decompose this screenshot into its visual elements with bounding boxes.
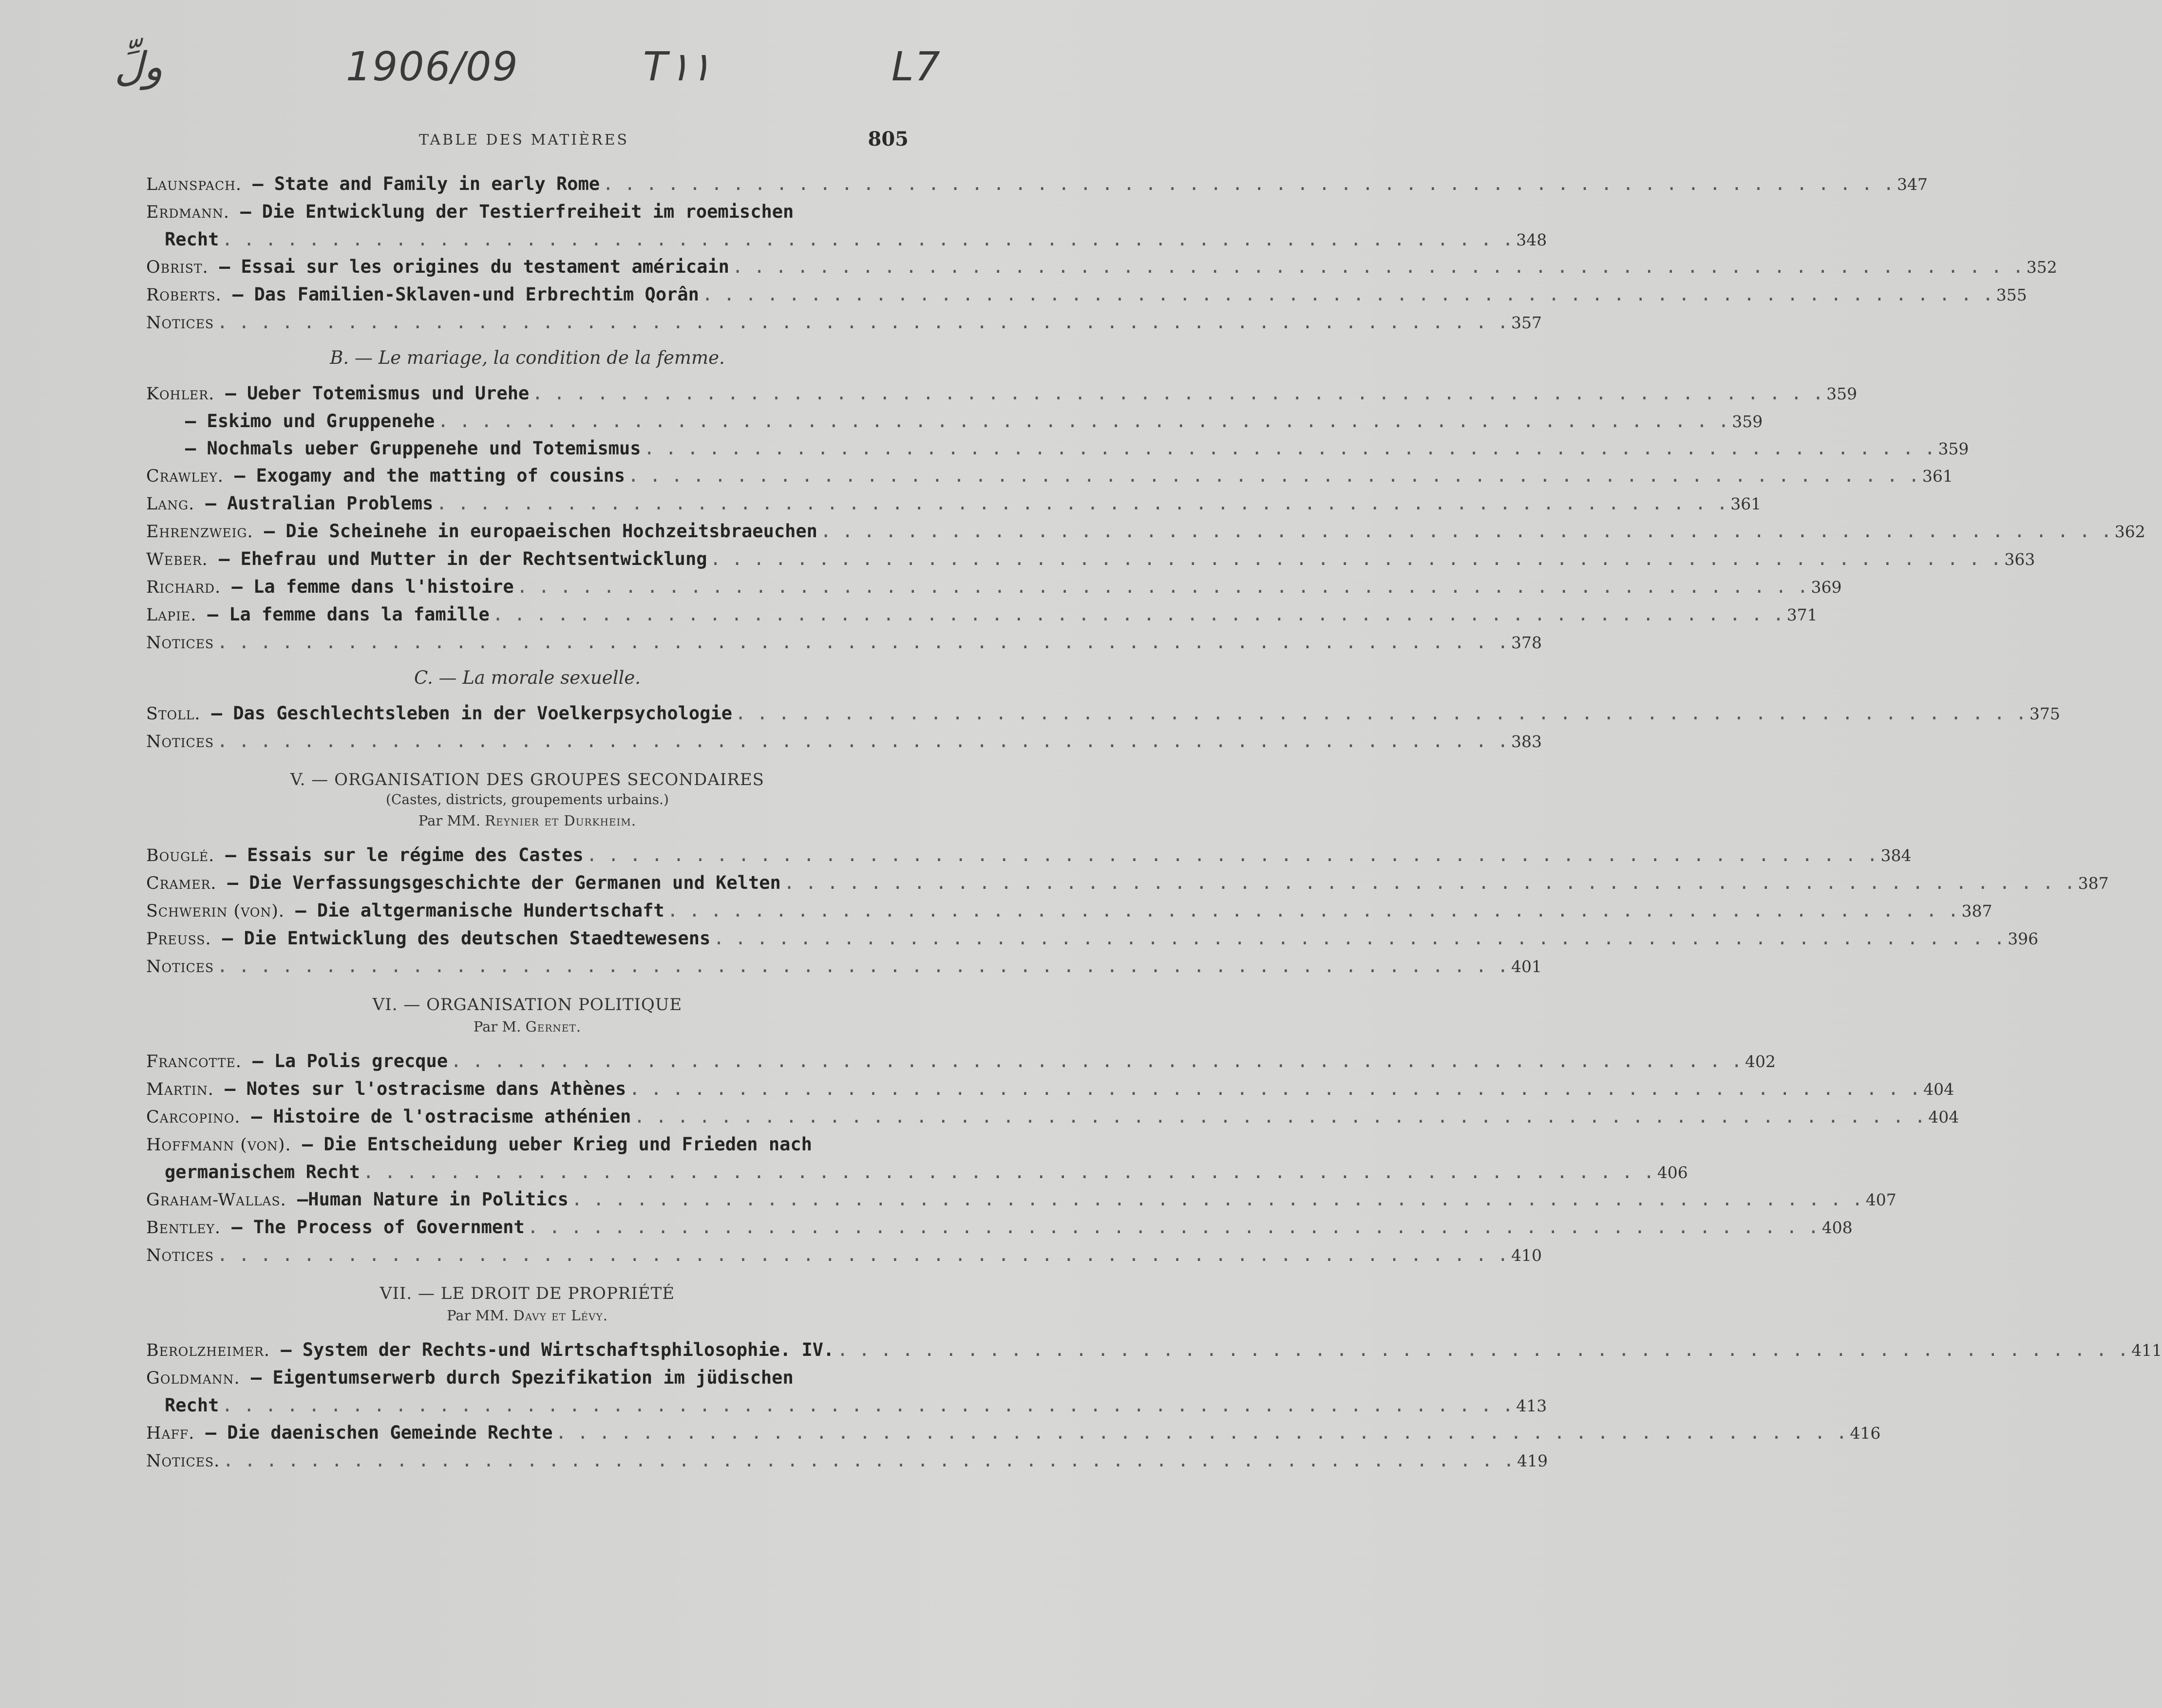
entry-title: — Ueber Totemismus und Urehe — [225, 383, 530, 404]
entry-page: 387 — [2078, 874, 2109, 893]
leader-dots: . . . . . . . . . . . . . . . . . . . . . . . . . . . . . . . . . . . . . . . . . . . . . . . . . . . . . . . . . . . . — [629, 1078, 1921, 1099]
entry-text — [146, 1103, 631, 1131]
leader-dots: . . . . . . . . . . . . . . . . . . . . . . . . . . . . . . . . . . . . . . . . . . . . . . . . . . . . . . . . . . . . — [735, 703, 2027, 724]
entry-title: — Das Familien-Sklaven-und Erbrechtim Qorân — [232, 284, 699, 305]
toc-entry — [146, 435, 1969, 462]
toc-entry — [146, 601, 1818, 629]
entry-text — [146, 842, 584, 869]
toc-entry — [146, 842, 1912, 869]
entry-title: — System der Rechts-und Wirtschaftsphilosophie. IV. — [281, 1339, 834, 1360]
entry-page: 383 — [1511, 732, 1542, 751]
toc-entry — [146, 490, 1762, 518]
entry-page: 361 — [1730, 494, 1762, 513]
entry-title: — Histoire de l'ostracisme athénien — [251, 1106, 631, 1127]
entry-page: 352 — [2026, 258, 2057, 277]
entry-text — [146, 1241, 214, 1269]
entry-title: — Essais sur le régime des Castes — [225, 845, 584, 865]
leader-dots: . . . . . . . . . . . . . . . . . . . . . . . . . . . . . . . . . . . . . . . . . . . . . . . . . . . . . . . . . . . . — [217, 312, 1509, 333]
handwritten-shelfmark: L7 — [891, 44, 941, 90]
entry-author: Goldmann. — [146, 1369, 240, 1388]
leader-dots: . . . . . . . . . . . . . . . . . . . . . . . . . . . . . . . . . . . . . . . . . . . . . . . . . . . . . . . . . . . . — [555, 1422, 1847, 1443]
entry-page: 401 — [1511, 957, 1542, 976]
toc-entry — [146, 1131, 1688, 1186]
subsection-heading: B. — Le mariage, la condition de la femme. — [330, 347, 725, 368]
entry-title: — Exogamy and the matting of cousins — [234, 465, 626, 486]
entry-page: 404 — [1923, 1080, 1954, 1099]
entry-text — [146, 1336, 834, 1364]
entry-title: — Die Scheinehe in europaeischen Hochzeitsbraeuchen — [264, 521, 817, 542]
section-note: (Castes, districts, groupements urbains.) — [386, 791, 669, 807]
entry-title: — Eigentumserwerb durch Spezifikation im jüdischen — [250, 1367, 794, 1388]
entry-title: — State and Family in early Rome — [252, 173, 600, 194]
entry-page: 371 — [1786, 605, 1818, 624]
leader-dots: . . . . . . . . . . . . . . . . . . . . . . . . . . . . . . . . . . . . . . . . . . . . . . . . . . . . . . . . . . . . — [667, 900, 1959, 921]
toc-entry — [146, 728, 1542, 755]
entry-text — [146, 925, 710, 953]
entry-author: Bouglé. — [146, 846, 215, 865]
leader-dots: . . . . . . . . . . . . . . . . . . . . . . . . . . . . . . . . . . . . . . . . . . . . . . . . . . . . . . . . . . . . — [644, 438, 1935, 459]
entry-author: Notices — [146, 313, 214, 333]
toc-entry — [146, 309, 1542, 337]
entry-text — [146, 869, 781, 897]
section-heading: V. — ORGANISATION DES GROUPES SECONDAIRES — [290, 770, 764, 789]
section-heading: VI. — ORGANISATION POLITIQUE — [372, 995, 683, 1014]
toc-entry-line2 — [146, 1159, 1688, 1186]
leader-dots: . . . . . . . . . . . . . . . . . . . . . . . . . . . . . . . . . . . . . . . . . . . . . . . . . . . . . . . . . . . . — [571, 1189, 1863, 1210]
leader-dots: . . . . . . . . . . . . . . . . . . . . . . . . . . . . . . . . . . . . . . . . . . . . . . . . . . . . . . . . . . . . — [217, 1244, 1509, 1265]
entry-text — [146, 601, 490, 629]
entry-author: Preuss. — [146, 929, 211, 949]
running-title: TABLE DES MATIÈRES — [419, 131, 629, 149]
leader-dots: . . . . . . . . . . . . . . . . . . . . . . . . . . . . . . . . . . . . . . . . . . . . . . . . . . . . . . . . . . . . — [783, 872, 2075, 893]
leader-dots: . . . . . . . . . . . . . . . . . . . . . . . . . . . . . . . . . . . . . . . . . . . . . . . . . . . . . . . . . . . . — [628, 465, 1919, 486]
entry-page: 375 — [2029, 704, 2060, 723]
entry-author: Notices — [146, 633, 214, 653]
leader-dots: . . . . . . . . . . . . . . . . . . . . . . . . . . . . . . . . . . . . . . . . . . . . . . . . . . . . . . . . . . . . — [222, 229, 1514, 250]
entry-author: Notices — [146, 957, 214, 976]
handwritten-mark-1: ولِّ — [114, 44, 163, 90]
leader-dots: . . . . . . . . . . . . . . . . . . . . . . . . . . . . . . . . . . . . . . . . . . . . . . . . . . . . . . . . . . . . — [217, 731, 1509, 751]
leader-dots: . . . . . . . . . . . . . . . . . . . . . . . . . . . . . . . . . . . . . . . . . . . . . . . . . . . . . . . . . . . . — [223, 1450, 1515, 1471]
toc-entry-line1 — [146, 1131, 909, 1159]
entry-text — [146, 897, 664, 925]
entry-page: 363 — [2004, 550, 2035, 569]
entry-text — [146, 1186, 569, 1214]
toc-entry — [146, 953, 1542, 980]
entry-author: Berolzheimer. — [146, 1341, 270, 1360]
authors-names: Gernet. — [525, 1018, 582, 1035]
entry-text — [146, 435, 641, 462]
entry-page: 410 — [1511, 1246, 1542, 1265]
entry-page: 404 — [1928, 1107, 1959, 1126]
entry-page: 407 — [1865, 1190, 1896, 1209]
entry-author: Ehrenzweig. — [146, 522, 253, 542]
entry-text — [146, 700, 732, 728]
entry-text — [146, 408, 435, 434]
entry-page: 413 — [1516, 1396, 1547, 1415]
entry-author: Carcopino. — [146, 1107, 241, 1127]
entry-author: Launspach. — [146, 175, 242, 194]
entry-text — [146, 953, 214, 980]
toc-entry — [146, 462, 1953, 490]
leader-dots: . . . . . . . . . . . . . . . . . . . . . . . . . . . . . . . . . . . . . . . . . . . . . . . . . . . . . . . . . . . . — [820, 521, 2112, 542]
entry-page: 384 — [1880, 846, 1912, 865]
entry-title: — La femme dans l'histoire — [231, 576, 514, 597]
leader-dots: . . . . . . . . . . . . . . . . . . . . . . . . . . . . . . . . . . . . . . . . . . . . . . . . . . . . . . . . . . . . — [222, 1395, 1514, 1416]
entry-author: Martin. — [146, 1080, 214, 1099]
entry-author: Schwerin (von). — [146, 901, 284, 921]
entry-author: Stoll. — [146, 704, 201, 724]
leader-dots: . . . . . . . . . . . . . . . . . . . . . . . . . . . . . . . . . . . . . . . . . . . . . . . . . . . . . . . . . . . . — [527, 1217, 1819, 1238]
entry-title: — Notes sur l'ostracisme dans Athènes — [225, 1078, 626, 1099]
toc-entry — [146, 1241, 1542, 1269]
entry-author: Erdmann. — [146, 203, 229, 222]
entry-author: Cramer. — [146, 874, 217, 893]
entry-author: Lapie. — [146, 605, 197, 625]
entry-page: 378 — [1511, 633, 1542, 652]
table-of-contents — [146, 170, 2162, 1475]
leader-dots: . . . . . . . . . . . . . . . . . . . . . . . . . . . . . . . . . . . . . . . . . . . . . . . . . . . . . . . . . . . . — [603, 173, 1894, 194]
entry-text — [146, 728, 214, 755]
toc-entry — [146, 1103, 1959, 1131]
leader-dots: . . . . . . . . . . . . . . . . . . . . . . . . . . . . . . . . . . . . . . . . . . . . . . . . . . . . . . . . . . . . — [217, 956, 1509, 976]
entry-title: — Die Entwicklung des deutschen Staedtewesens — [222, 928, 711, 949]
entry-title: — Nochmals ueber Gruppenehe und Totemismus — [185, 438, 641, 459]
toc-entry — [146, 1186, 1896, 1214]
entry-text — [146, 1048, 448, 1075]
entry-author: Lang. — [146, 494, 195, 514]
toc-entry — [146, 545, 2035, 573]
page-number: 805 — [868, 128, 909, 150]
toc-entry — [146, 518, 2145, 545]
entry-text — [146, 170, 600, 198]
entry-text — [146, 1214, 525, 1241]
entry-page: 387 — [1961, 901, 1992, 920]
entry-title: — La Polis grecque — [252, 1051, 448, 1071]
entry-page: 402 — [1745, 1052, 1776, 1071]
leader-dots: . . . . . . . . . . . . . . . . . . . . . . . . . . . . . . . . . . . . . . . . . . . . . . . . . . . . . . . . . . . . — [732, 256, 2024, 277]
entry-author: Notices — [146, 1246, 214, 1265]
entry-page: 369 — [1811, 578, 1842, 597]
entry-author: Notices. — [146, 1451, 220, 1471]
entry-title: — Die daenischen Gemeinde Rechte — [205, 1422, 553, 1443]
toc-entry — [146, 869, 2109, 897]
leader-dots: . . . . . . . . . . . . . . . . . . . . . . . . . . . . . . . . . . . . . . . . . . . . . . . . . . . . . . . . . . . . — [586, 845, 1878, 865]
toc-entry — [146, 925, 2039, 953]
entry-page: 359 — [1732, 412, 1763, 431]
toc-entry-line1 — [146, 1364, 909, 1392]
running-header — [146, 128, 909, 157]
leader-dots: . . . . . . . . . . . . . . . . . . . . . . . . . . . . . . . . . . . . . . . . . . . . . . . . . . . . . . . . . . . . — [702, 284, 1993, 305]
entry-page: 355 — [1996, 285, 2027, 304]
toc-entry — [146, 897, 1992, 925]
toc-entry — [146, 1336, 2162, 1364]
toc-entry — [146, 170, 1928, 198]
leader-dots: . . . . . . . . . . . . . . . . . . . . . . . . . . . . . . . . . . . . . . . . . . . . . . . . . . . . . . . . . . . . — [451, 1051, 1742, 1071]
authors-prefix: Par MM. — [418, 812, 481, 829]
entry-author: Kohler. — [146, 384, 215, 404]
toc-entry-line1 — [146, 198, 909, 226]
entry-text — [146, 309, 214, 337]
leader-dots: . . . . . . . . . . . . . . . . . . . . . . . . . . . . . . . . . . . . . . . . . . . . . . . . . . . . . . . . . . . . — [437, 411, 1729, 432]
section-authors — [146, 1307, 909, 1324]
entry-title-continued: Recht — [165, 1395, 219, 1416]
toc-entry — [146, 380, 1858, 408]
entry-page: 406 — [1657, 1163, 1688, 1182]
section-authors — [146, 1018, 909, 1035]
handwritten-date: 1906/09 — [346, 44, 519, 90]
entry-author: Francotte. — [146, 1052, 242, 1071]
entry-author: Notices — [146, 732, 214, 751]
entry-title-continued: Recht — [165, 229, 219, 250]
toc-entry-line2 — [146, 1392, 1547, 1419]
entry-title-continued: germanischem Recht — [165, 1162, 360, 1182]
leader-dots: . . . . . . . . . . . . . . . . . . . . . . . . . . . . . . . . . . . . . . . . . . . . . . . . . . . . . . . . . . . . — [634, 1106, 1926, 1127]
leader-dots: . . . . . . . . . . . . . . . . . . . . . . . . . . . . . . . . . . . . . . . . . . . . . . . . . . . . . . . . . . . . — [436, 493, 1728, 514]
entry-text — [146, 380, 529, 408]
entry-text — [146, 545, 707, 573]
entry-title: —Human Nature in Politics — [297, 1189, 569, 1210]
toc-entry — [146, 253, 2057, 281]
entry-title: — Die altgermanische Hundertschaft — [295, 900, 664, 921]
toc-entry-line2 — [146, 226, 1547, 253]
entry-text — [146, 1447, 220, 1475]
authors-prefix: Par MM. — [447, 1307, 509, 1324]
entry-text — [146, 1075, 626, 1103]
entry-title: — Die Verfassungsgeschichte der Germanen und Kelten — [227, 872, 781, 893]
entry-page: 361 — [1922, 467, 1953, 486]
entry-title: — The Process of Government — [231, 1217, 525, 1238]
entry-page: 419 — [1517, 1451, 1548, 1470]
entry-author: Obrist. — [146, 258, 209, 277]
entry-text — [146, 573, 514, 601]
toc-entry — [146, 408, 1763, 435]
entry-page: 362 — [2114, 522, 2145, 541]
leader-dots: . . . . . . . . . . . . . . . . . . . . . . . . . . . . . . . . . . . . . . . . . . . . . . . . . . . . . . . . . . . . — [710, 548, 2002, 569]
entry-author: Weber. — [146, 550, 208, 569]
leader-dots: . . . . . . . . . . . . . . . . . . . . . . . . . . . . . . . . . . . . . . . . . . . . . . . . . . . . . . . . . . . . — [713, 928, 2005, 949]
entry-text — [146, 462, 625, 490]
entry-author: Richard. — [146, 578, 221, 597]
toc-entry — [146, 1075, 1954, 1103]
toc-entry — [146, 281, 2027, 309]
entry-author: Bentley. — [146, 1218, 221, 1238]
entry-author: Roberts. — [146, 285, 222, 305]
section-authors — [146, 812, 909, 829]
entry-title: — Essai sur les origines du testament américain — [219, 256, 729, 277]
handwritten-mark-2: T١١ — [643, 44, 712, 90]
entry-author: Crawley. — [146, 467, 224, 486]
entry-page: 416 — [1850, 1424, 1881, 1443]
entry-page: 347 — [1896, 175, 1928, 194]
entry-text — [146, 490, 433, 518]
toc-entry — [146, 1364, 1547, 1419]
entry-title: — Das Geschlechtsleben in der Voelkerpsychologie — [211, 703, 733, 724]
entry-page: 408 — [1821, 1218, 1853, 1237]
entry-author: Graham-Wallas. — [146, 1190, 286, 1210]
leader-dots: . . . . . . . . . . . . . . . . . . . . . . . . . . . . . . . . . . . . . . . . . . . . . . . . . . . . . . . . . . . . — [532, 383, 1824, 404]
entry-title: — Die Entscheidung ueber Krieg und Frieden nach — [302, 1134, 812, 1155]
entry-text — [146, 518, 817, 545]
leader-dots: . . . . . . . . . . . . . . . . . . . . . . . . . . . . . . . . . . . . . . . . . . . . . . . . . . . . . . . . . . . . — [492, 604, 1784, 625]
entry-page: 359 — [1826, 384, 1858, 403]
toc-entry — [146, 1048, 1776, 1075]
entry-page: 359 — [1938, 439, 1969, 458]
authors-names: Davy et Lévy. — [513, 1307, 608, 1324]
entry-page: 357 — [1511, 313, 1542, 332]
toc-entry — [146, 198, 1547, 253]
entry-page: 348 — [1516, 230, 1547, 249]
section-heading: VII. — LE DROIT DE PROPRIÉTÉ — [379, 1284, 675, 1303]
authors-prefix: Par M. — [473, 1018, 521, 1035]
entry-text — [146, 629, 214, 657]
entry-title: — Australian Problems — [205, 493, 434, 514]
entry-title: — Ehefrau und Mutter in der Rechtsentwicklung — [219, 548, 707, 569]
toc-entry — [146, 1214, 1853, 1241]
leader-dots: . . . . . . . . . . . . . . . . . . . . . . . . . . . . . . . . . . . . . . . . . . . . . . . . . . . . . . . . . . . . — [837, 1339, 2129, 1360]
entry-text — [146, 281, 699, 309]
entry-page: 411 — [2131, 1341, 2162, 1360]
entry-title: — Eskimo und Gruppenehe — [185, 411, 435, 432]
toc-entry — [146, 1447, 1548, 1475]
entry-text — [146, 253, 729, 281]
entry-title: — Die Entwicklung der Testierfreiheit im roemischen — [240, 201, 794, 222]
toc-entry — [146, 629, 1542, 657]
toc-entry — [146, 573, 1842, 601]
entry-page: 396 — [2008, 929, 2039, 948]
toc-entry — [146, 1419, 1881, 1447]
leader-dots: . . . . . . . . . . . . . . . . . . . . . . . . . . . . . . . . . . . . . . . . . . . . . . . . . . . . . . . . . . . . — [217, 632, 1509, 653]
entry-text — [146, 1419, 553, 1447]
entry-title: — La femme dans la famille — [207, 604, 490, 625]
entry-author: Hoffmann (von). — [146, 1135, 291, 1155]
entry-author: Haff. — [146, 1424, 195, 1443]
leader-dots: . . . . . . . . . . . . . . . . . . . . . . . . . . . . . . . . . . . . . . . . . . . . . . . . . . . . . . . . . . . . — [362, 1162, 1654, 1182]
toc-entry — [146, 700, 2060, 728]
subsection-heading: C. — La morale sexuelle. — [414, 667, 641, 688]
leader-dots: . . . . . . . . . . . . . . . . . . . . . . . . . . . . . . . . . . . . . . . . . . . . . . . . . . . . . . . . . . . . — [516, 576, 1808, 597]
authors-names: Reynier et Durkheim. — [485, 812, 637, 829]
